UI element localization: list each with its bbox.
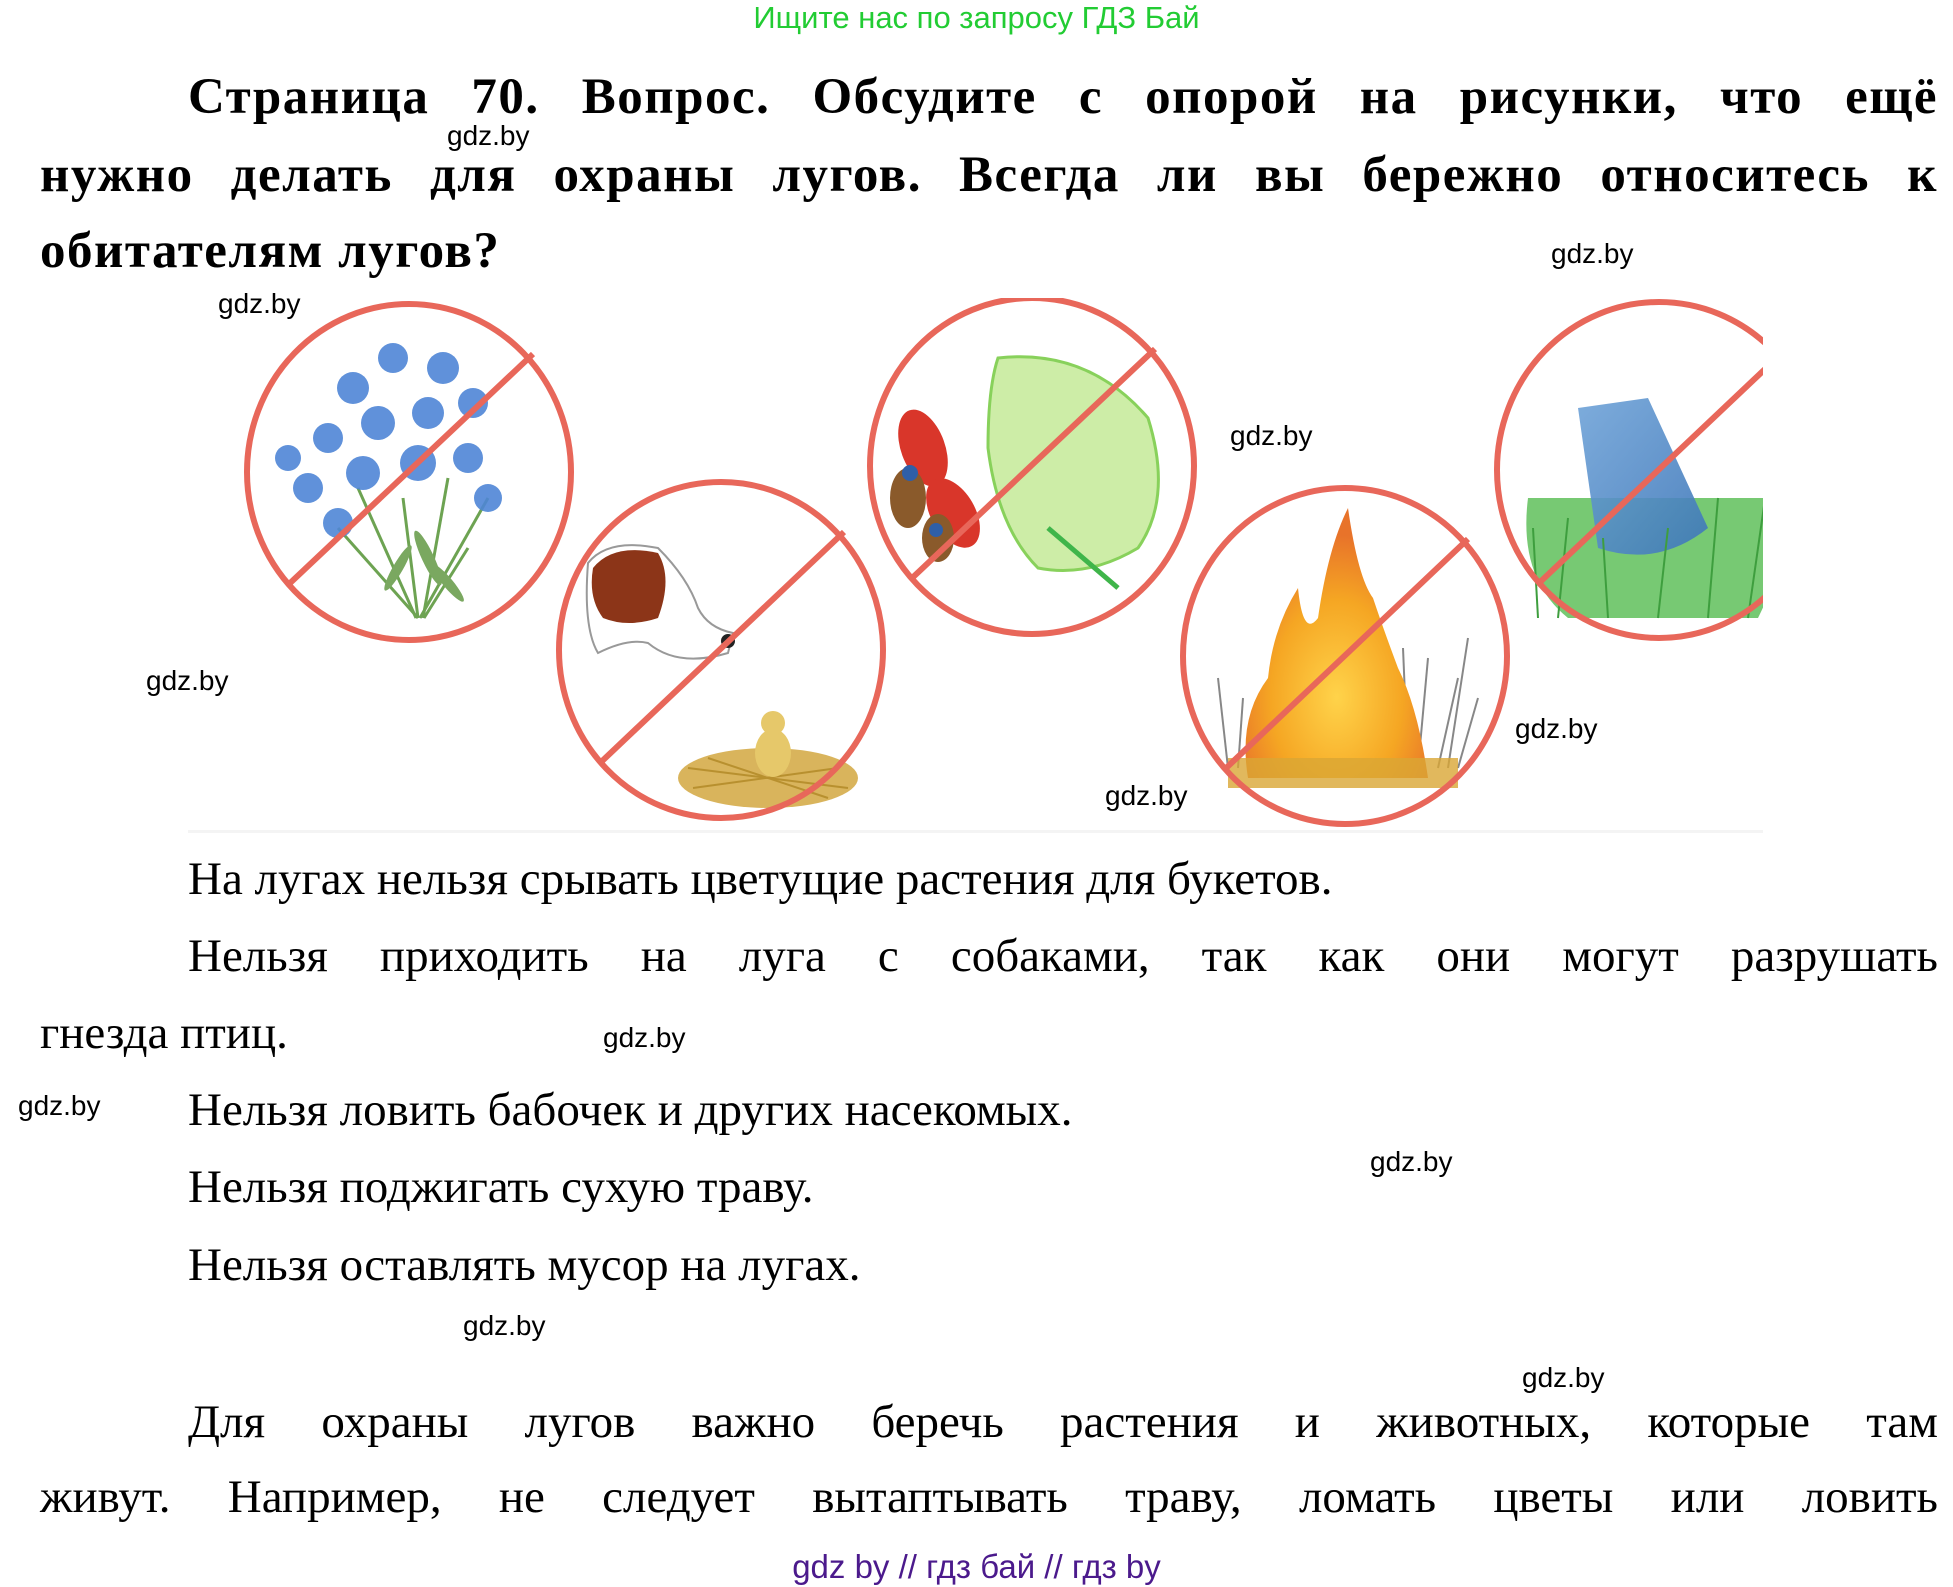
answer-line-5: Нельзя поджигать сухую траву. xyxy=(188,1161,814,1213)
no-picking-flowers-sign xyxy=(247,304,571,640)
watermark: gdz.by xyxy=(146,665,229,696)
answer-line-4: Нельзя ловить бабочек и других насекомых. xyxy=(188,1084,1073,1136)
watermark: gdz.by xyxy=(447,120,530,151)
question-line-1: Страница 70. Вопрос. Обсудите с опорой на рисунки, что ещё xyxy=(188,69,1938,125)
watermark: gdz.by xyxy=(603,1022,686,1053)
answer-line-2: Нельзя приходить на луга с собаками, так как они могут разрушать xyxy=(188,930,1938,982)
watermark: gdz.by xyxy=(18,1090,101,1121)
prohibition-signs-illustration xyxy=(188,298,1763,833)
watermark: gdz.by xyxy=(1370,1146,1453,1177)
watermark: gdz.by xyxy=(1105,780,1188,811)
watermark: gdz.by xyxy=(218,288,301,319)
watermark: gdz.by xyxy=(1522,1362,1605,1393)
answer-line-3: гнезда птиц. xyxy=(40,1007,288,1059)
watermark: gdz.by xyxy=(463,1310,546,1341)
watermark: gdz.by xyxy=(1551,238,1634,269)
summary-line-2: живут. Например, не следует вытаптывать траву, ломать цветы или ловить xyxy=(40,1471,1938,1523)
watermark: gdz.by xyxy=(1515,713,1598,744)
no-burning-grass-sign xyxy=(1183,488,1507,824)
answer-line-1: На лугах нельзя срывать цветущие растения для букетов. xyxy=(188,853,1333,905)
search-hint-banner: Ищите нас по запросу ГДЗ Бай xyxy=(753,0,1200,35)
answer-line-6: Нельзя оставлять мусор на лугах. xyxy=(188,1239,861,1291)
question-line-3: обитателям лугов? xyxy=(40,223,501,279)
illustration-baseline xyxy=(188,830,1763,833)
no-dogs-sign xyxy=(559,482,883,818)
question-line-2: нужно делать для охраны лугов. Всегда ли вы бережно относитесь к xyxy=(40,147,1938,203)
no-catching-butterflies-sign xyxy=(870,298,1194,634)
summary-line-1: Для охраны лугов важно беречь растения и животных, которые там xyxy=(188,1396,1938,1448)
footer-watermark: gdz by // гдз бай // гдз by xyxy=(792,1548,1161,1585)
no-littering-sign xyxy=(1497,302,1763,638)
butterfly xyxy=(889,403,991,562)
watermark: gdz.by xyxy=(1230,420,1313,451)
